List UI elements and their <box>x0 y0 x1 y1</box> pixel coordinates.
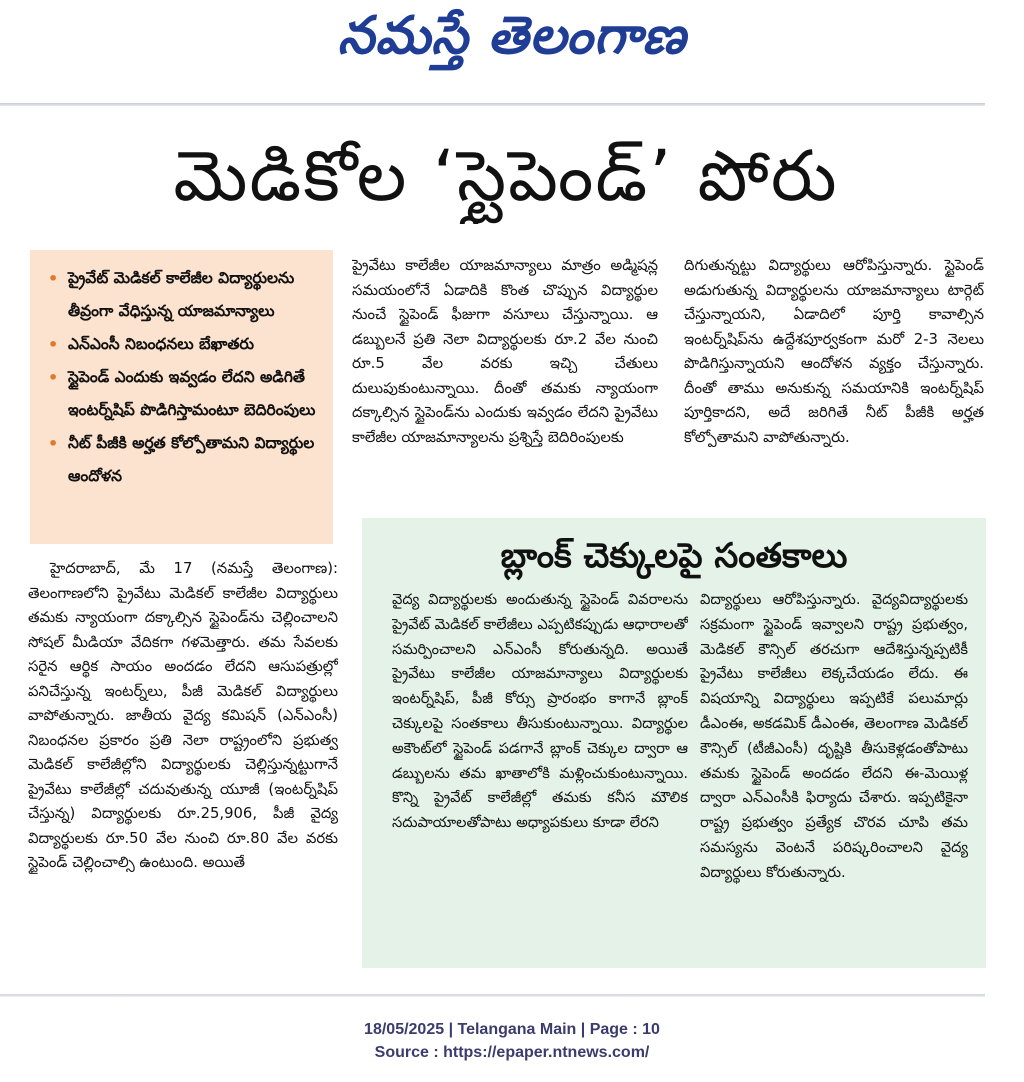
highlight-text: ప్రైవేట్‌ మెడికల్‌ కాలేజీల విద్యార్థులను తీవ్రంగా వేధిస్తున్న యాజమాన్యాలు <box>68 269 295 320</box>
top-divider <box>0 103 985 106</box>
article-text: ప్రైవేటు కాలేజీల యాజమాన్యాలు మాత్రం అడ్మిషన్ల సమయంలోనే ఏడాదికి కొంత చొప్పున విద్యార్థుల నుంచే స్టైపెండ్‌ ఫీజుగా వసూలు చేస్తున్నాయి. ఆ డబ్బులనే ప్రతి నెలా విద్యార్థులకు రూ.2 వేల నుంచి రూ.5 వేల వరకు ఇచ్చి చేతులు దులుపుకుంటున్నాయి. దీంతో తమకు న్యాయంగా దక్కాల్సిన స్టైపెండ్‌ను ఎందుకు ఇవ్వడం లేదని ప్రైవేటు కాలేజీల యాజమాన్యాలను ప్రశ్నిస్తే బెదిరింపులకు <box>352 257 658 446</box>
highlight-text: నీట్‌ పీజీకి అర్హత కోల్పోతామని విద్యార్థుల ఆందోళన <box>68 434 315 485</box>
article-text: దిగుతున్నట్టు విద్యార్థులు ఆరోపిస్తున్నారు. స్టైపెండ్‌ అడుగుతున్న విద్యార్థులను యాజమాన్యాలు టార్గెట్‌ చేస్తున్నాయని, ఏడాదిలో పూర్తి కావాల్సిన ఇంటర్న్‌షిప్‌ను ఉద్దేశపూర్వకంగా మరో 2-3 నెలలు పొడిగిస్తున్నాయని ఆందోళన వ్యక్తం చేస్తున్నారు. దీంతో తాము అనుకున్న సమయానికి ఇంటర్న్‌షిప్‌ పూర్తికాదని, అదే జరిగితే నీట్‌ పీజీకి అర్హత కోల్పోతామని వాపోతున్నారు. <box>684 257 984 446</box>
sidebar-text: వైద్య విద్యార్థులకు అందుతున్న స్టైపెండ్‌ వివరాలను ప్రైవేట్‌ మెడికల్‌ కాలేజీలు ఎప్పటికప్పుడు ఆధారాలతో సమర్పించాలని ఎన్‌ఎంసీ కోరుతున్నది. అయితే ప్రైవేటు కాలేజీల యాజమాన్యాలు విద్యార్థులకు ఇంటర్న్‌షిప్‌, పీజీ కోర్సు ప్రారంభం కాగానే బ్లాంక్‌ చెక్కులపై సంతకాలు తీసుకుంటున్నాయి. విద్యార్థుల అకౌంట్‌లో స్టైపెండ్‌ పడగానే బ్లాంక్‌ చెక్కుల ద్వారా ఆ డబ్బులను తమ ఖాతాలోకి మళ్లించుకుంటున్నాయి. కొన్ని ప్రైవేట్‌ కాలేజీల్లో తమకు కనీస మౌలిక సదుపాయాలతోపాటు అధ్యాపకులు కూడా లేరని <box>392 591 688 832</box>
footer-source: Source : https://epaper.ntnews.com/ <box>374 1044 650 1061</box>
bullet-icon: • <box>48 335 59 354</box>
masthead <box>0 0 1024 72</box>
sidebar-column-1 <box>392 588 688 958</box>
highlight-item <box>44 328 323 361</box>
highlight-item <box>44 427 323 493</box>
bullet-icon: • <box>48 434 59 453</box>
footer-date-page: 18/05/2025 | Telangana Main | Page : 10 <box>364 1021 660 1038</box>
masthead-logo: నమస్తే తెలంగాణ <box>337 6 687 66</box>
article-column-3 <box>684 254 984 502</box>
highlight-item <box>44 361 323 427</box>
bullet-icon: • <box>48 368 59 387</box>
article-column-1 <box>28 557 338 981</box>
highlights-box <box>30 250 333 544</box>
sidebar-title: బ్లాంక్‌ చెక్కులపై సంతకాలు <box>500 536 848 576</box>
highlight-text: స్టైపెండ్‌ ఎందుకు ఇవ్వడం లేదని అడిగితే ఇంటర్న్‌షిప్‌ పొడిగిస్తామంటూ బెదిరింపులు <box>68 368 316 419</box>
sidebar-box <box>362 518 986 968</box>
bullet-icon: • <box>48 269 59 288</box>
article-column-2 <box>352 254 658 502</box>
highlight-item <box>44 262 323 328</box>
sidebar-text: విద్యార్థులు ఆరోపిస్తున్నారు. వైద్యవిద్యార్థులకు సక్రమంగా స్టైపెండ్‌ ఇవ్వాలని రాష్ట్ర ప్రభుత్వం, మెడికల్‌ కౌన్సిల్‌ తరచుగా ఆదేశిస్తున్నప్పటికీ ప్రైవేటు కాలేజీలు లెక్కచేయడం లేదు. ఈ విషయాన్ని విద్యార్థులు ఇప్పటికే పలుమార్లు డీఎంఈ, అకడమిక్‌ డీఎంఈ, తెలంగాణ మెడికల్‌ కౌన్సిల్‌ (టీజీఎంసీ) దృష్టికి తీసుకెళ్లడంతోపాటు తమకు స్టైపెండ్‌ అందడం లేదని ఈ-మెయిళ్ల ద్వారా ఎన్‌ఎంసీకి ఫిర్యాదు చేశారు. ఇప్పటికైనా రాష్ట్ర ప్రభుత్వం ప్రత్యేక చొరవ చూపి తమ సమస్యను వెంటనే పరిష్కరించాలని వైద్య విద్యార్థులు కోరుతున్నారు. <box>700 591 968 881</box>
sidebar-column-2 <box>700 588 968 958</box>
headline: మెడికోల ‘స్టైపెండ్‌’ పోరు <box>173 135 839 217</box>
article-text: హైదరాబాద్‌, మే 17 (నమస్తే తెలంగాణ): తెలంగాణలోని ప్రైవేటు మెడికల్‌ కాలేజీల విద్యార్థులు తమకు న్యాయంగా దక్కాల్సిన స్టైపెండ్‌ను చెల్లించాలని సోషల్‌ మీడియా వేదికగా గళమెత్తారు. తమ సేవలకు సరైన ఆర్థిక సాయం అందడం లేదని ఆసుపత్రుల్లో పనిచేస్తున్న ఇంటర్న్‌లు, పీజీ మెడికల్‌ విద్యార్థులు వాపోతున్నారు. జాతీయ వైద్య కమిషన్‌ (ఎన్‌ఎంసీ) నిబంధనల ప్రకారం ప్రతి నెలా రాష్ట్రంలోని ప్రభుత్వ మెడికల్‌ కాలేజీల్లోని విద్యార్థులకు చెల్లిస్తున్నట్టుగానే ప్రైవేటు కాలేజీల్లో చదువుతున్న యూజీ (ఇంటర్న్‌షిప్‌ చేస్తున్న) విద్యార్థులకు రూ.25,906, పీజీ వైద్య విద్యార్థులకు రూ.50 వేల నుంచి రూ.80 వేల వరకు స్టైపెండ్‌ చెల్లించాల్సి ఉంటుంది. అయితే <box>28 560 338 871</box>
footer <box>0 1018 1024 1064</box>
bottom-divider <box>0 994 985 997</box>
highlight-text: ఎన్‌ఎంసీ నిబంధనలు బేఖాతరు <box>68 335 254 353</box>
